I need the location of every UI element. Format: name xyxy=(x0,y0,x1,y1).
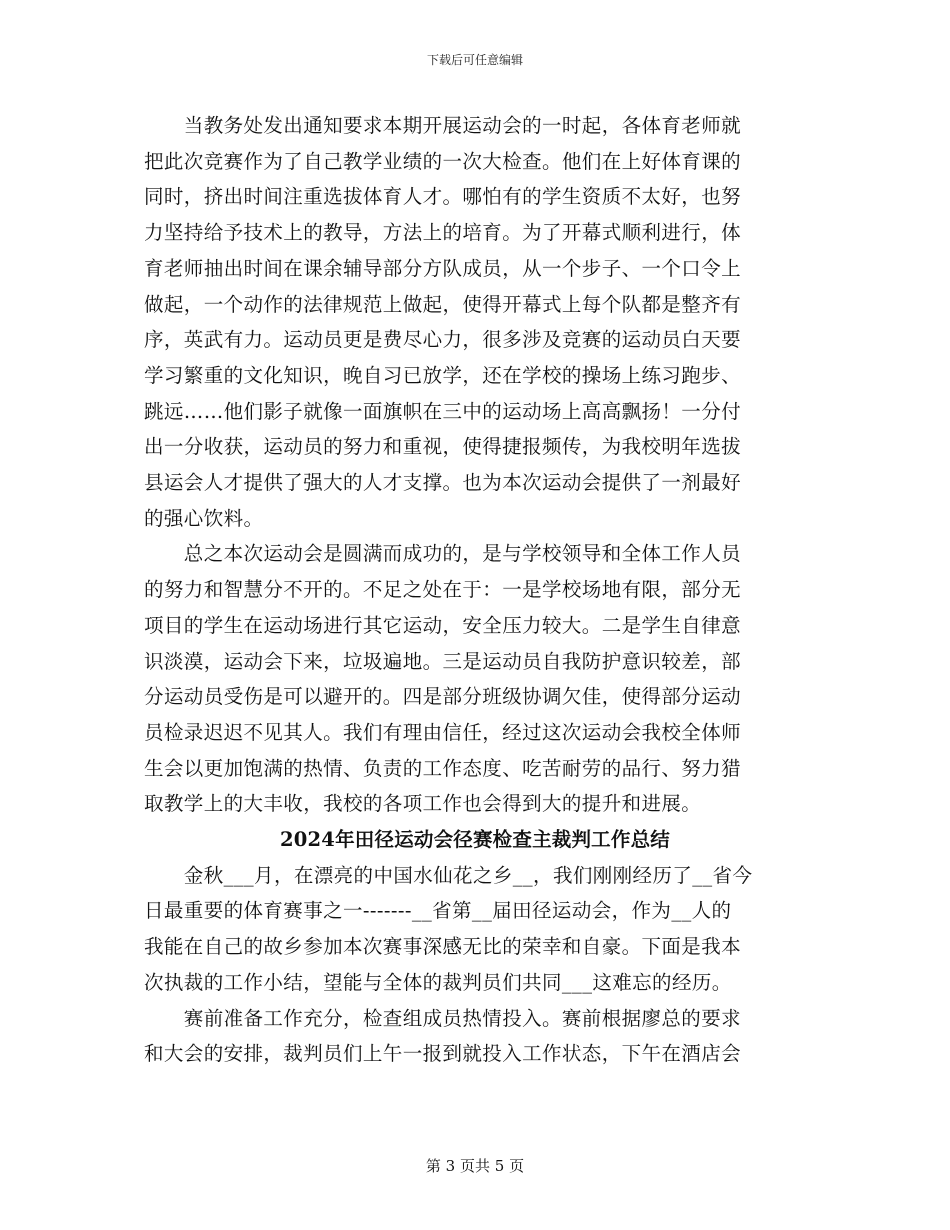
text-line: 的强心饮料。 xyxy=(144,506,264,530)
text-line: 取教学上的大丰收，我校的各项工作也会得到大的提升和进展。 xyxy=(144,792,702,816)
text-line: 出一分收获，运动员的努力和重视，使得捷报频传，为我校明年选拔 xyxy=(144,435,742,459)
text-line: 同时，挤出时间注重选拔体育人才。哪怕有的学生资质不太好，也努 xyxy=(144,185,742,209)
page-number: 第 3 页共 5 页 xyxy=(425,1157,525,1175)
text-line: 日最重要的体育赛事之一-------__省第__届田径运动会，作为__人的 xyxy=(144,899,732,923)
text-line: 力坚持给予技术上的教导，方法上的培育。为了开幕式顺利进行，体 xyxy=(144,221,742,245)
text-line: 把此次竞赛作为了自己教学业绩的一次大检查。他们在上好体育课的 xyxy=(144,149,742,173)
text-line: 的努力和智慧分不开的。不足之处在于：一是学校场地有限，部分无 xyxy=(144,578,742,602)
section-heading: 2024年田径运动会径赛检查主裁判工作总结 xyxy=(280,828,670,852)
text-line: 总之本次运动会是圆满而成功的，是与学校领导和全体工作人员 xyxy=(144,542,742,566)
text-line: 学习繁重的文化知识，晚自习已放学，还在学校的操场上练习跑步、 xyxy=(144,363,742,387)
text-line: 金秋___月，在漂亮的中国水仙花之乡__，我们刚刚经历了__省今 xyxy=(144,863,753,887)
text-line: 我能在自己的故乡参加本次赛事深感无比的荣幸和自豪。下面是我本 xyxy=(144,935,742,959)
text-line: 员检录迟迟不见其人。我们有理由信任，经过这次运动会我校全体师 xyxy=(144,720,742,744)
text-line: 生会以更加饱满的热情、负责的工作态度、吃苦耐劳的品行、努力猎 xyxy=(144,756,742,780)
text-line: 跳远……他们影子就像一面旗帜在三中的运动场上高高飘扬！一分付 xyxy=(144,399,742,423)
page-header: 下载后可任意编辑 xyxy=(426,53,523,67)
text-line: 次执裁的工作小结，望能与全体的裁判员们共同___这难忘的经历。 xyxy=(144,970,732,994)
text-line: 赛前准备工作充分，检查组成员热情投入。赛前根据廖总的要求 xyxy=(144,1006,742,1030)
document-body xyxy=(144,108,806,1072)
text-line: 识淡漠，运动会下来，垃圾遍地。三是运动员自我防护意识较差，部 xyxy=(144,649,742,673)
text-line: 项目的学生在运动场进行其它运动，安全压力较大。二是学生自律意 xyxy=(144,613,742,637)
text-line: 分运动员受伤是可以避开的。四是部分班级协调欠佳，使得部分运动 xyxy=(144,685,742,709)
text-line: 当教务处发出通知要求本期开展运动会的一时起，各体育老师就 xyxy=(144,114,742,137)
text-line: 育老师抽出时间在课余辅导部分方队成员，从一个步子、一个口令上 xyxy=(144,256,742,280)
text-line: 做起，一个动作的法律规范上做起，使得开幕式上每个队都是整齐有 xyxy=(144,292,742,316)
text-line: 县运会人才提供了强大的人才支撑。也为本次运动会提供了一剂最好 xyxy=(144,471,742,495)
text-line: 序，英武有力。运动员更是费尽心力，很多涉及竞赛的运动员白天要 xyxy=(144,328,742,352)
text-line: 和大会的安排，裁判员们上午一报到就投入工作状态，下午在酒店会 xyxy=(144,1042,742,1066)
